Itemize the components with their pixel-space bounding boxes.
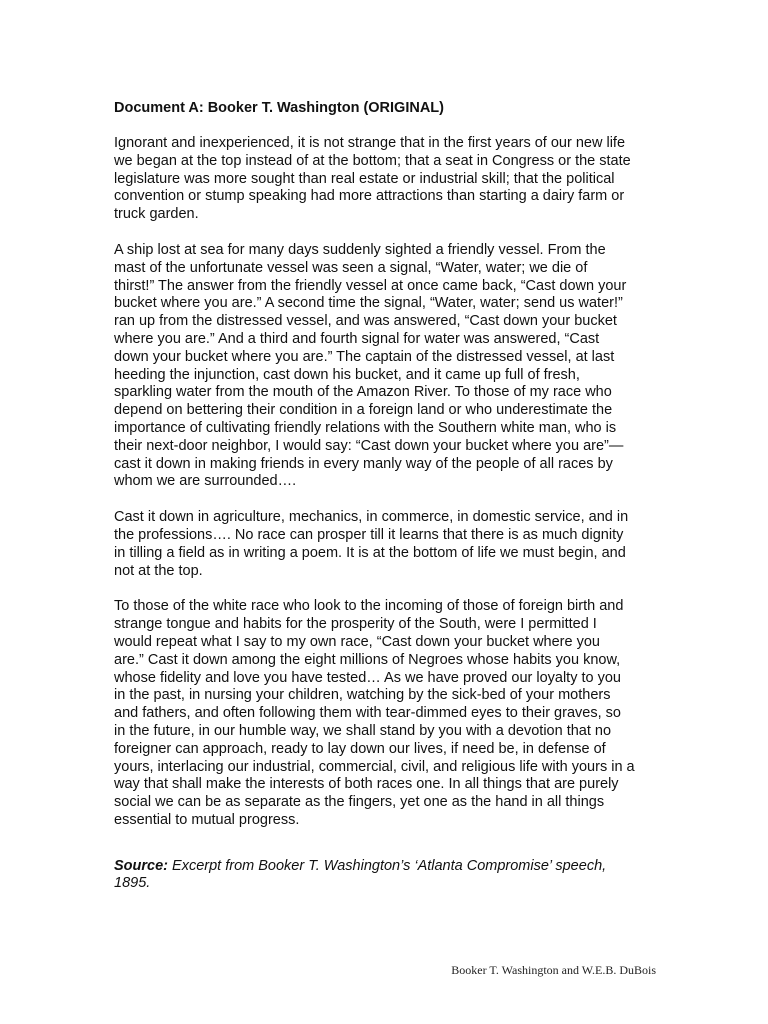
paragraph-line: in tilling a field as in writing a poem. It is at the bottom of life we must begin, and [114,544,626,561]
paragraph [114,242,654,491]
paragraph-line: ran up from the distressed vessel, and was answered, “Cast down your bucket [114,313,617,330]
paragraph-line: importance of cultivating friendly relations with the Southern white man, who is [114,419,617,436]
paragraph-line: where you are.” And a third and fourth signal for water was answered, “Cast [114,330,600,347]
paragraph-line: To those of the white race who look to the incoming of those of foreign birth and [114,598,624,615]
paragraph-line: foreigner can approach, ready to lay down our lives, if need be, in defense of [114,740,606,757]
paragraph-line: whom we are surrounded…. [114,473,297,490]
paragraph-line: are.” Cast it down among the eight millions of Negroes whose habits you know, [114,651,621,668]
paragraph-line: bucket where you are.” A second time the signal, “Water, water; send us water!” [114,295,623,312]
paragraph-line: we began at the top instead of at the bottom; that a seat in Congress or the state [114,152,631,169]
paragraph [114,509,654,580]
paragraph-line: in the future, in our humble way, we shall stand by you with a devotion that no [114,722,612,739]
paragraph-line: would repeat what I say to my own race, “Cast down your bucket where you [114,633,600,650]
paragraphs-container [114,135,654,830]
paragraph-line: legislature was more sought than real estate or industrial skill; that the political [114,170,615,187]
paragraph [114,135,654,224]
paragraph-line: Ignorant and inexperienced, it is not strange that in the first years of our new life [114,135,626,151]
paragraph-line: in the past, in nursing your children, watching by the sick-bed of your mothers [114,687,611,704]
paragraph-line: not at the top. [114,562,203,579]
paragraph-line: down your bucket where you are.” The captain of the distressed vessel, at last [114,348,615,365]
paragraph-line: social we can be as separate as the fingers, yet one as the hand in all things [114,794,605,811]
source-citation [114,858,654,894]
paragraph-line: and fathers, and often following them with tear-dimmed eyes to their graves, so [114,705,621,722]
paragraph-line: sparkling water from the mouth of the Amazon River. To those of my race who [114,384,612,401]
paragraph-line: depend on bettering their condition in a foreign land or who underestimate the [114,402,613,419]
paragraph-line: whose fidelity and love you have tested… As we have proved our loyalty to you [114,669,621,686]
paragraph-line: way that shall make the interests of both races one. In all things that are purely [114,776,619,793]
paragraph-line: Cast it down in agriculture, mechanics, in commerce, in domestic service, and in [114,509,629,526]
paragraph-line: truck garden. [114,206,199,223]
document-title: Document A: Booker T. Washington (ORIGINAL) [114,100,444,116]
paragraph-line: mast of the unfortunate vessel was seen a signal, “Water, water; we die of [114,259,588,276]
paragraph-line: convention or stump speaking had more attractions than starting a dairy farm or [114,188,625,205]
paragraph [114,598,654,829]
paragraph-line: essential to mutual progress. [114,811,300,828]
source-label: Source: [114,857,168,874]
paragraph-line: their next-door neighbor, I would say: “Cast down your bucket where you are”— [114,437,624,454]
paragraph-line: the professions…. No race can prosper till it learns that there is as much dignity [114,526,624,543]
paragraph-line: yours, interlacing our industrial, commercial, civil, and religious life with yours in a [114,758,635,775]
paragraph-line: strange tongue and habits for the prosperity of the South, were I permitted I [114,616,597,633]
paragraph-line: thirst!” The answer from the friendly vessel at once came back, “Cast down your [114,277,627,294]
source-text: Excerpt from Booker T. Washington’s ‘Atlanta Compromise’ speech, [168,857,607,874]
document-body [114,99,654,893]
paragraph-line: cast it down in making friends in every manly way of the people of all races by [114,455,613,472]
paragraph-line: heeding the injunction, cast down his bucket, and it came up full of fresh, [114,366,580,383]
paragraph-line: A ship lost at sea for many days suddenly sighted a friendly vessel. From the [114,241,606,258]
source-line [114,858,654,876]
page-footer: Booker T. Washington and W.E.B. DuBois [451,963,656,977]
source-line: 1895. [114,875,151,892]
